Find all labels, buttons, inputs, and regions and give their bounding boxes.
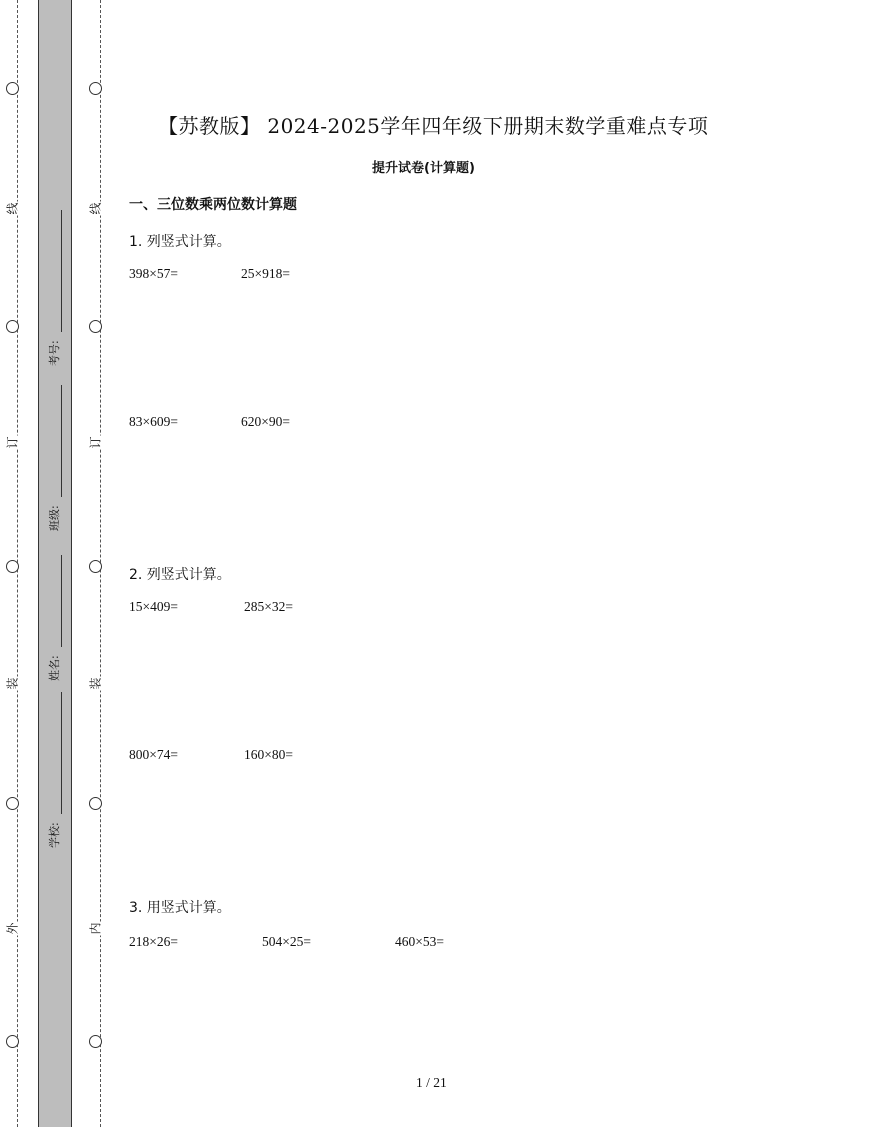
school-line bbox=[61, 692, 62, 814]
calc-expression: 620×90= bbox=[241, 414, 290, 429]
calc-expression: 160×80= bbox=[244, 747, 293, 762]
outer-margin-char: 装 bbox=[5, 677, 20, 690]
binding-hole bbox=[89, 1035, 102, 1048]
binding-hole bbox=[6, 560, 19, 573]
outer-margin-char: 外 bbox=[5, 922, 20, 935]
calc-expression: 285×32= bbox=[244, 599, 293, 614]
binding-hole bbox=[89, 82, 102, 95]
question-1-title: 1. 列竖式计算。 bbox=[129, 234, 231, 250]
calc-expression: 83×609= bbox=[129, 414, 178, 429]
binding-hole bbox=[6, 320, 19, 333]
calc-expression: 218×26= bbox=[129, 934, 178, 949]
calc-expression: 460×53= bbox=[395, 934, 444, 949]
binding-hole bbox=[89, 560, 102, 573]
name-line bbox=[61, 555, 62, 647]
calc-expression: 398×57= bbox=[129, 266, 178, 281]
class-line bbox=[61, 385, 62, 497]
inner-margin-char: 线 bbox=[88, 202, 103, 215]
class-label: 班级: bbox=[48, 505, 61, 531]
binding-hole bbox=[6, 797, 19, 810]
calc-expression: 15×409= bbox=[129, 599, 178, 614]
inner-margin-char: 订 bbox=[88, 436, 103, 449]
inner-margin-char: 装 bbox=[88, 677, 103, 690]
outer-margin-char: 线 bbox=[5, 202, 20, 215]
binding-hole bbox=[6, 82, 19, 95]
exam-number-label: 考号: bbox=[48, 340, 61, 366]
page-subtitle: 提升试卷(计算题) bbox=[372, 161, 475, 176]
page-number: 1 / 21 bbox=[416, 1075, 447, 1090]
section-heading: 一、三位数乘两位数计算题 bbox=[129, 197, 297, 213]
page-title: 【苏教版】 2024-2025学年四年级下册期末数学重难点专项 bbox=[158, 114, 709, 138]
school-label: 学校: bbox=[48, 822, 61, 848]
outer-margin-char: 订 bbox=[5, 436, 20, 449]
name-label: 姓名: bbox=[48, 655, 61, 681]
binding-hole bbox=[89, 320, 102, 333]
calc-expression: 800×74= bbox=[129, 747, 178, 762]
question-2-title: 2. 列竖式计算。 bbox=[129, 567, 231, 583]
student-info-band bbox=[38, 0, 72, 1127]
binding-hole bbox=[6, 1035, 19, 1048]
exam-number-line bbox=[61, 210, 62, 332]
question-3-title: 3. 用竖式计算。 bbox=[129, 900, 231, 916]
calc-expression: 504×25= bbox=[262, 934, 311, 949]
binding-hole bbox=[89, 797, 102, 810]
inner-margin-char: 内 bbox=[88, 922, 103, 935]
calc-expression: 25×918= bbox=[241, 266, 290, 281]
